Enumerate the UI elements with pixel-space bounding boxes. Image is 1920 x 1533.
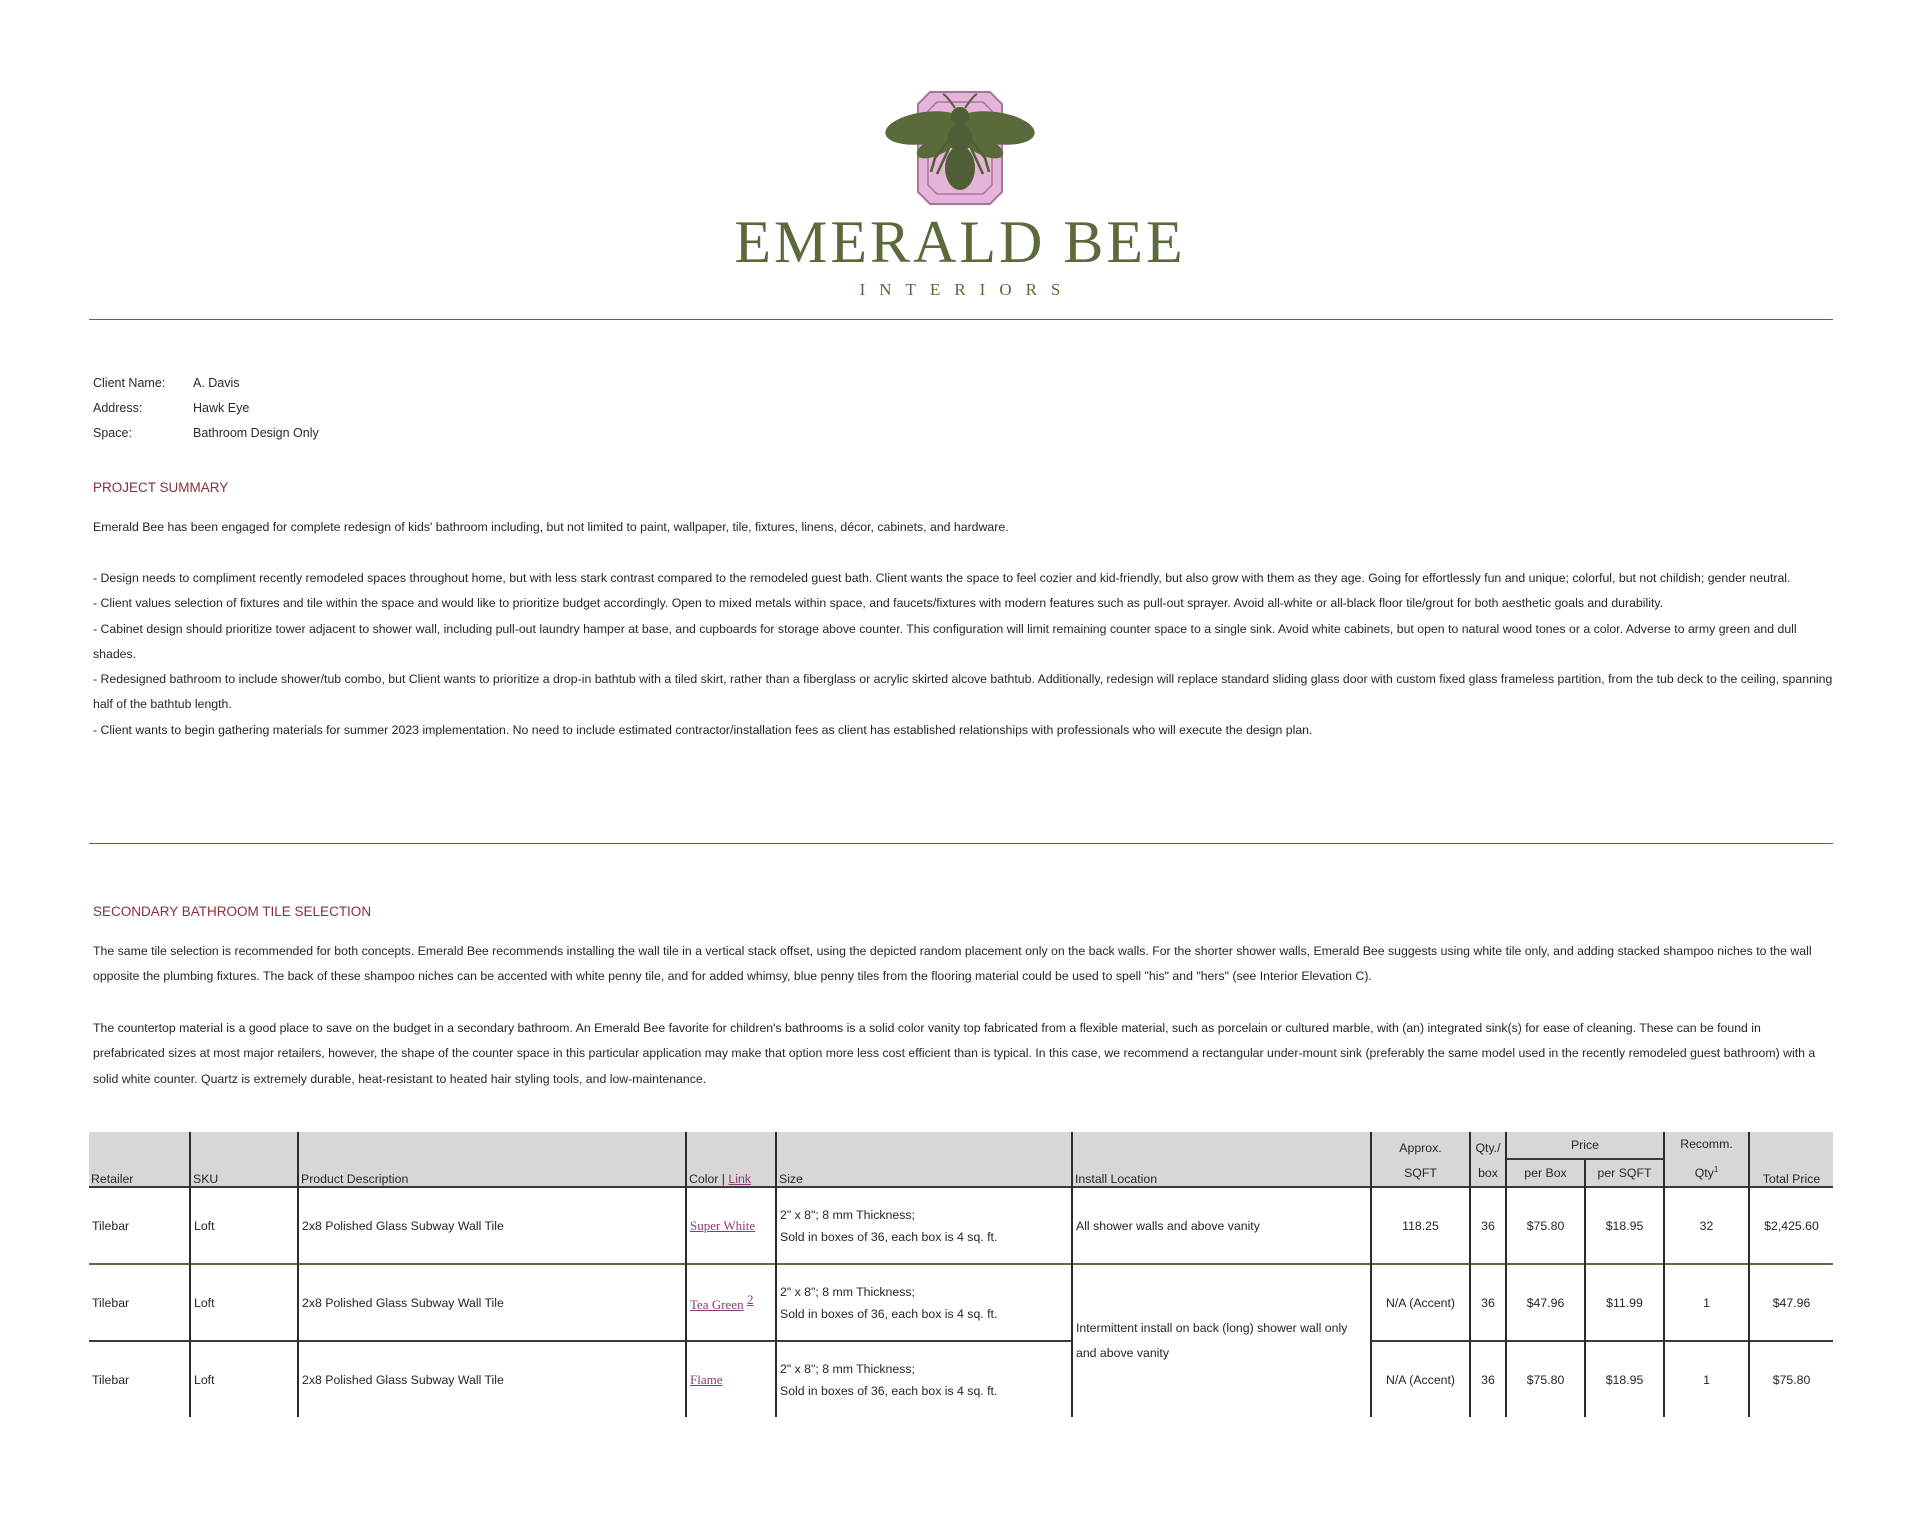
client-space-value: Bathroom Design Only xyxy=(193,426,319,440)
cell-qty-box: 36 xyxy=(1470,1264,1506,1341)
size-line-2: Sold in boxes of 36, each box is 4 sq. ft. xyxy=(780,1229,998,1244)
header-qty-top: Qty./ xyxy=(1475,1141,1501,1156)
cell-color xyxy=(686,1341,776,1417)
cell-install-merged xyxy=(1072,1264,1371,1417)
header-description: Product Description xyxy=(298,1132,686,1187)
summary-bullet: - Cabinet design should prioritize tower adjacent to shower wall, including pull-out laundry hamper at base, and cupboards for storage above counter. This configuration will limit remaining counter space to a single sink. Avoid white cabinets, but open to natural wood tones or a color. Adverse to army green and dull shades. xyxy=(93,621,1797,661)
section-divider xyxy=(89,843,1833,844)
table-row xyxy=(89,1187,1833,1264)
cell-size xyxy=(776,1187,1072,1264)
cell-qty-box: 36 xyxy=(1470,1341,1506,1417)
size-line-1: 2" x 8"; 8 mm Thickness; xyxy=(780,1207,915,1222)
header-qty-bottom: box xyxy=(1478,1166,1498,1181)
table-row xyxy=(89,1264,1833,1341)
tile-para-1-text: The same tile selection is recommended for both concepts. Emerald Bee recommends installing the wall tile in a vertical stack offset, using the depicted random placement only on the back walls. For the shorter shower walls, Emerald Bee suggests using white tile only, and adding stacked shampoo niches to the wall opposite the plumbing fixtures. The back of these shampoo niches can be accented with white penny tile, and for added whimsy, blue penny tiles from the flooring material could be used to spell "his" and "hers" (see Interior Elevation C). xyxy=(93,944,1812,984)
cell-install: All shower walls and above vanity xyxy=(1072,1187,1371,1264)
summary-bullet: - Design needs to compliment recently remodeled spaces throughout home, but with less stark contrast compared to the remodeled guest bath. Client wants the space to feel cozier and kid-friendly, but also grow with them as they age. Going for effortlessly fun and unique; colorful, but not childish; gender neutral. xyxy=(93,571,1791,585)
header-qty-box xyxy=(1470,1132,1506,1187)
cell-per-box: $75.80 xyxy=(1506,1187,1585,1264)
install-text: Intermittent install on back (long) shower wall only and above vanity xyxy=(1076,1321,1348,1361)
header-recomm-bottom xyxy=(1667,1157,1746,1186)
header-approx-bottom: SQFT xyxy=(1404,1166,1437,1181)
cell-per-box: $75.80 xyxy=(1506,1341,1585,1417)
color-link[interactable]: Tea Green xyxy=(690,1297,744,1313)
header-install-location: Install Location xyxy=(1072,1132,1371,1187)
cell-sqft: N/A (Accent) xyxy=(1371,1341,1470,1417)
size-line-1: 2" x 8"; 8 mm Thickness; xyxy=(780,1361,915,1376)
cell-sku: Loft xyxy=(190,1264,298,1341)
header-recomm-footnote: 1 xyxy=(1713,1165,1719,1174)
header-approx-sqft xyxy=(1371,1132,1470,1187)
cell-per-sqft: $18.95 xyxy=(1585,1341,1664,1417)
client-name-label: Client Name: xyxy=(93,376,166,390)
summary-bullet: - Redesigned bathroom to include shower/tub combo, but Client wants to prioritize a drop-in bathtub with a tiled skirt, rather than a fiberglass or acrylic skirted alcove bathtub. Additionally, redesign will replace standard sliding glass door with custom fixed glass frameless partition, from the tub deck to the ceiling, spanning half of the bathtub length. xyxy=(93,672,1833,712)
cell-qty-box: 36 xyxy=(1470,1187,1506,1264)
tile-table xyxy=(89,1132,1833,1417)
header-color-link xyxy=(686,1132,776,1187)
cell-per-box: $47.96 xyxy=(1506,1264,1585,1341)
cell-sku: Loft xyxy=(190,1341,298,1417)
project-summary-intro xyxy=(93,515,1833,540)
cell-description: 2x8 Polished Glass Subway Wall Tile xyxy=(298,1264,686,1341)
cell-size xyxy=(776,1264,1072,1341)
client-space-label: Space: xyxy=(93,426,132,440)
client-address-label: Address: xyxy=(93,401,143,415)
cell-color xyxy=(686,1264,776,1341)
header-color-label: Color | xyxy=(689,1172,725,1187)
tile-section-para-1 xyxy=(93,939,1833,990)
header-per-sqft: per SQFT xyxy=(1585,1159,1664,1187)
header-recomm-qty xyxy=(1664,1132,1749,1187)
cell-per-sqft: $18.95 xyxy=(1585,1187,1664,1264)
cell-description: 2x8 Polished Glass Subway Wall Tile xyxy=(298,1341,686,1417)
cell-description: 2x8 Polished Glass Subway Wall Tile xyxy=(298,1187,686,1264)
brand-subtitle: INTERIORS xyxy=(859,280,1075,299)
cell-sku: Loft xyxy=(190,1187,298,1264)
summary-bullet: - Client wants to begin gathering materials for summer 2023 implementation. No need to include estimated contractor/installation fees as client has established relationships with professionals who will execute the design plan. xyxy=(93,722,1313,737)
brand-name: EMERALD BEE xyxy=(734,209,1186,275)
size-line-2: Sold in boxes of 36, each box is 4 sq. ft. xyxy=(780,1383,998,1398)
cell-sqft: 118.25 xyxy=(1371,1187,1470,1264)
brand-logo xyxy=(0,88,1920,300)
cell-size xyxy=(776,1341,1072,1417)
cell-recomm-qty: 1 xyxy=(1664,1341,1749,1417)
cell-retailer: Tilebar xyxy=(92,1295,130,1310)
bee-gem-icon xyxy=(885,88,1035,206)
cell-recomm-qty: 32 xyxy=(1664,1187,1749,1264)
header-approx-top: Approx. xyxy=(1399,1141,1442,1156)
cell-total: $47.96 xyxy=(1749,1264,1833,1341)
header-recomm-bottom-text: Qty xyxy=(1694,1166,1714,1181)
client-space-row xyxy=(93,421,319,446)
cell-retailer: Tilebar xyxy=(92,1218,130,1233)
header-link-label[interactable]: Link xyxy=(728,1172,751,1187)
client-name-value: A. Davis xyxy=(193,376,240,390)
size-line-2: Sold in boxes of 36, each box is 4 sq. ft. xyxy=(780,1306,998,1321)
cell-retailer: Tilebar xyxy=(92,1372,130,1387)
header-sku: SKU xyxy=(190,1132,298,1187)
cell-per-sqft: $11.99 xyxy=(1585,1264,1664,1341)
summary-bullet: - Client values selection of fixtures and tile within the space and would like to prioritize budget accordingly. Open to mixed metals within space, and faucets/fixtures with modern features such as pull-out sprayer. Avoid all-white or all-black floor tile/grout for both aesthetic goals and durability. xyxy=(93,596,1664,611)
tile-section-para-2 xyxy=(93,1016,1833,1092)
header-price: Price xyxy=(1506,1132,1664,1159)
cell-total: $2,425.60 xyxy=(1749,1187,1833,1264)
project-summary-title: PROJECT SUMMARY xyxy=(93,480,229,495)
cell-sqft: N/A (Accent) xyxy=(1371,1264,1470,1341)
client-name-row xyxy=(93,371,319,396)
header-per-box: per Box xyxy=(1506,1159,1585,1187)
size-line-1: 2" x 8"; 8 mm Thickness; xyxy=(780,1284,915,1299)
header-recomm-top: Recomm. xyxy=(1680,1137,1733,1151)
client-info xyxy=(93,371,319,446)
header-size: Size xyxy=(776,1132,1072,1187)
header-divider xyxy=(89,319,1833,320)
header-retailer: Retailer xyxy=(89,1132,190,1187)
summary-intro-text: Emerald Bee has been engaged for complete redesign of kids' bathroom including, but not limited to paint, wallpaper, tile, fixtures, linens, décor, cabinets, and hardware. xyxy=(93,520,1009,534)
client-address-value: Hawk Eye xyxy=(193,401,250,415)
color-footnote: 2 xyxy=(747,1292,754,1308)
cell-recomm-qty: 1 xyxy=(1664,1264,1749,1341)
tile-section-title: SECONDARY BATHROOM TILE SELECTION xyxy=(93,904,372,919)
tile-para-2-text: The countertop material is a good place to save on the budget in a secondary bathroom. An Emerald Bee favorite for children's bathrooms is a solid color vanity top fabricated from a flexible material, such as porcelain or cultured marble, with (an) integrated sink(s) for ease of cleaning. These can be found in prefabricated sizes at most major retailers, however, the shape of the counter space in this particular application may make that option more less cost efficient than is typical. In this case, we recommend a rectangular under-mount sink (preferably the same model used in the recently remodeled guest bathroom) with a solid white counter. Quartz is extremely durable, heat-resistant to heated hair styling tools, and low-maintenance. xyxy=(93,1021,1816,1086)
cell-total: $75.80 xyxy=(1749,1341,1833,1417)
cell-color xyxy=(686,1187,776,1264)
client-address-row xyxy=(93,396,319,421)
table-row xyxy=(89,1341,1833,1417)
project-summary-bullets xyxy=(93,566,1833,743)
header-total-price: Total Price xyxy=(1749,1132,1833,1187)
color-link[interactable]: Super White xyxy=(690,1217,756,1233)
color-link[interactable]: Flame xyxy=(690,1371,723,1387)
